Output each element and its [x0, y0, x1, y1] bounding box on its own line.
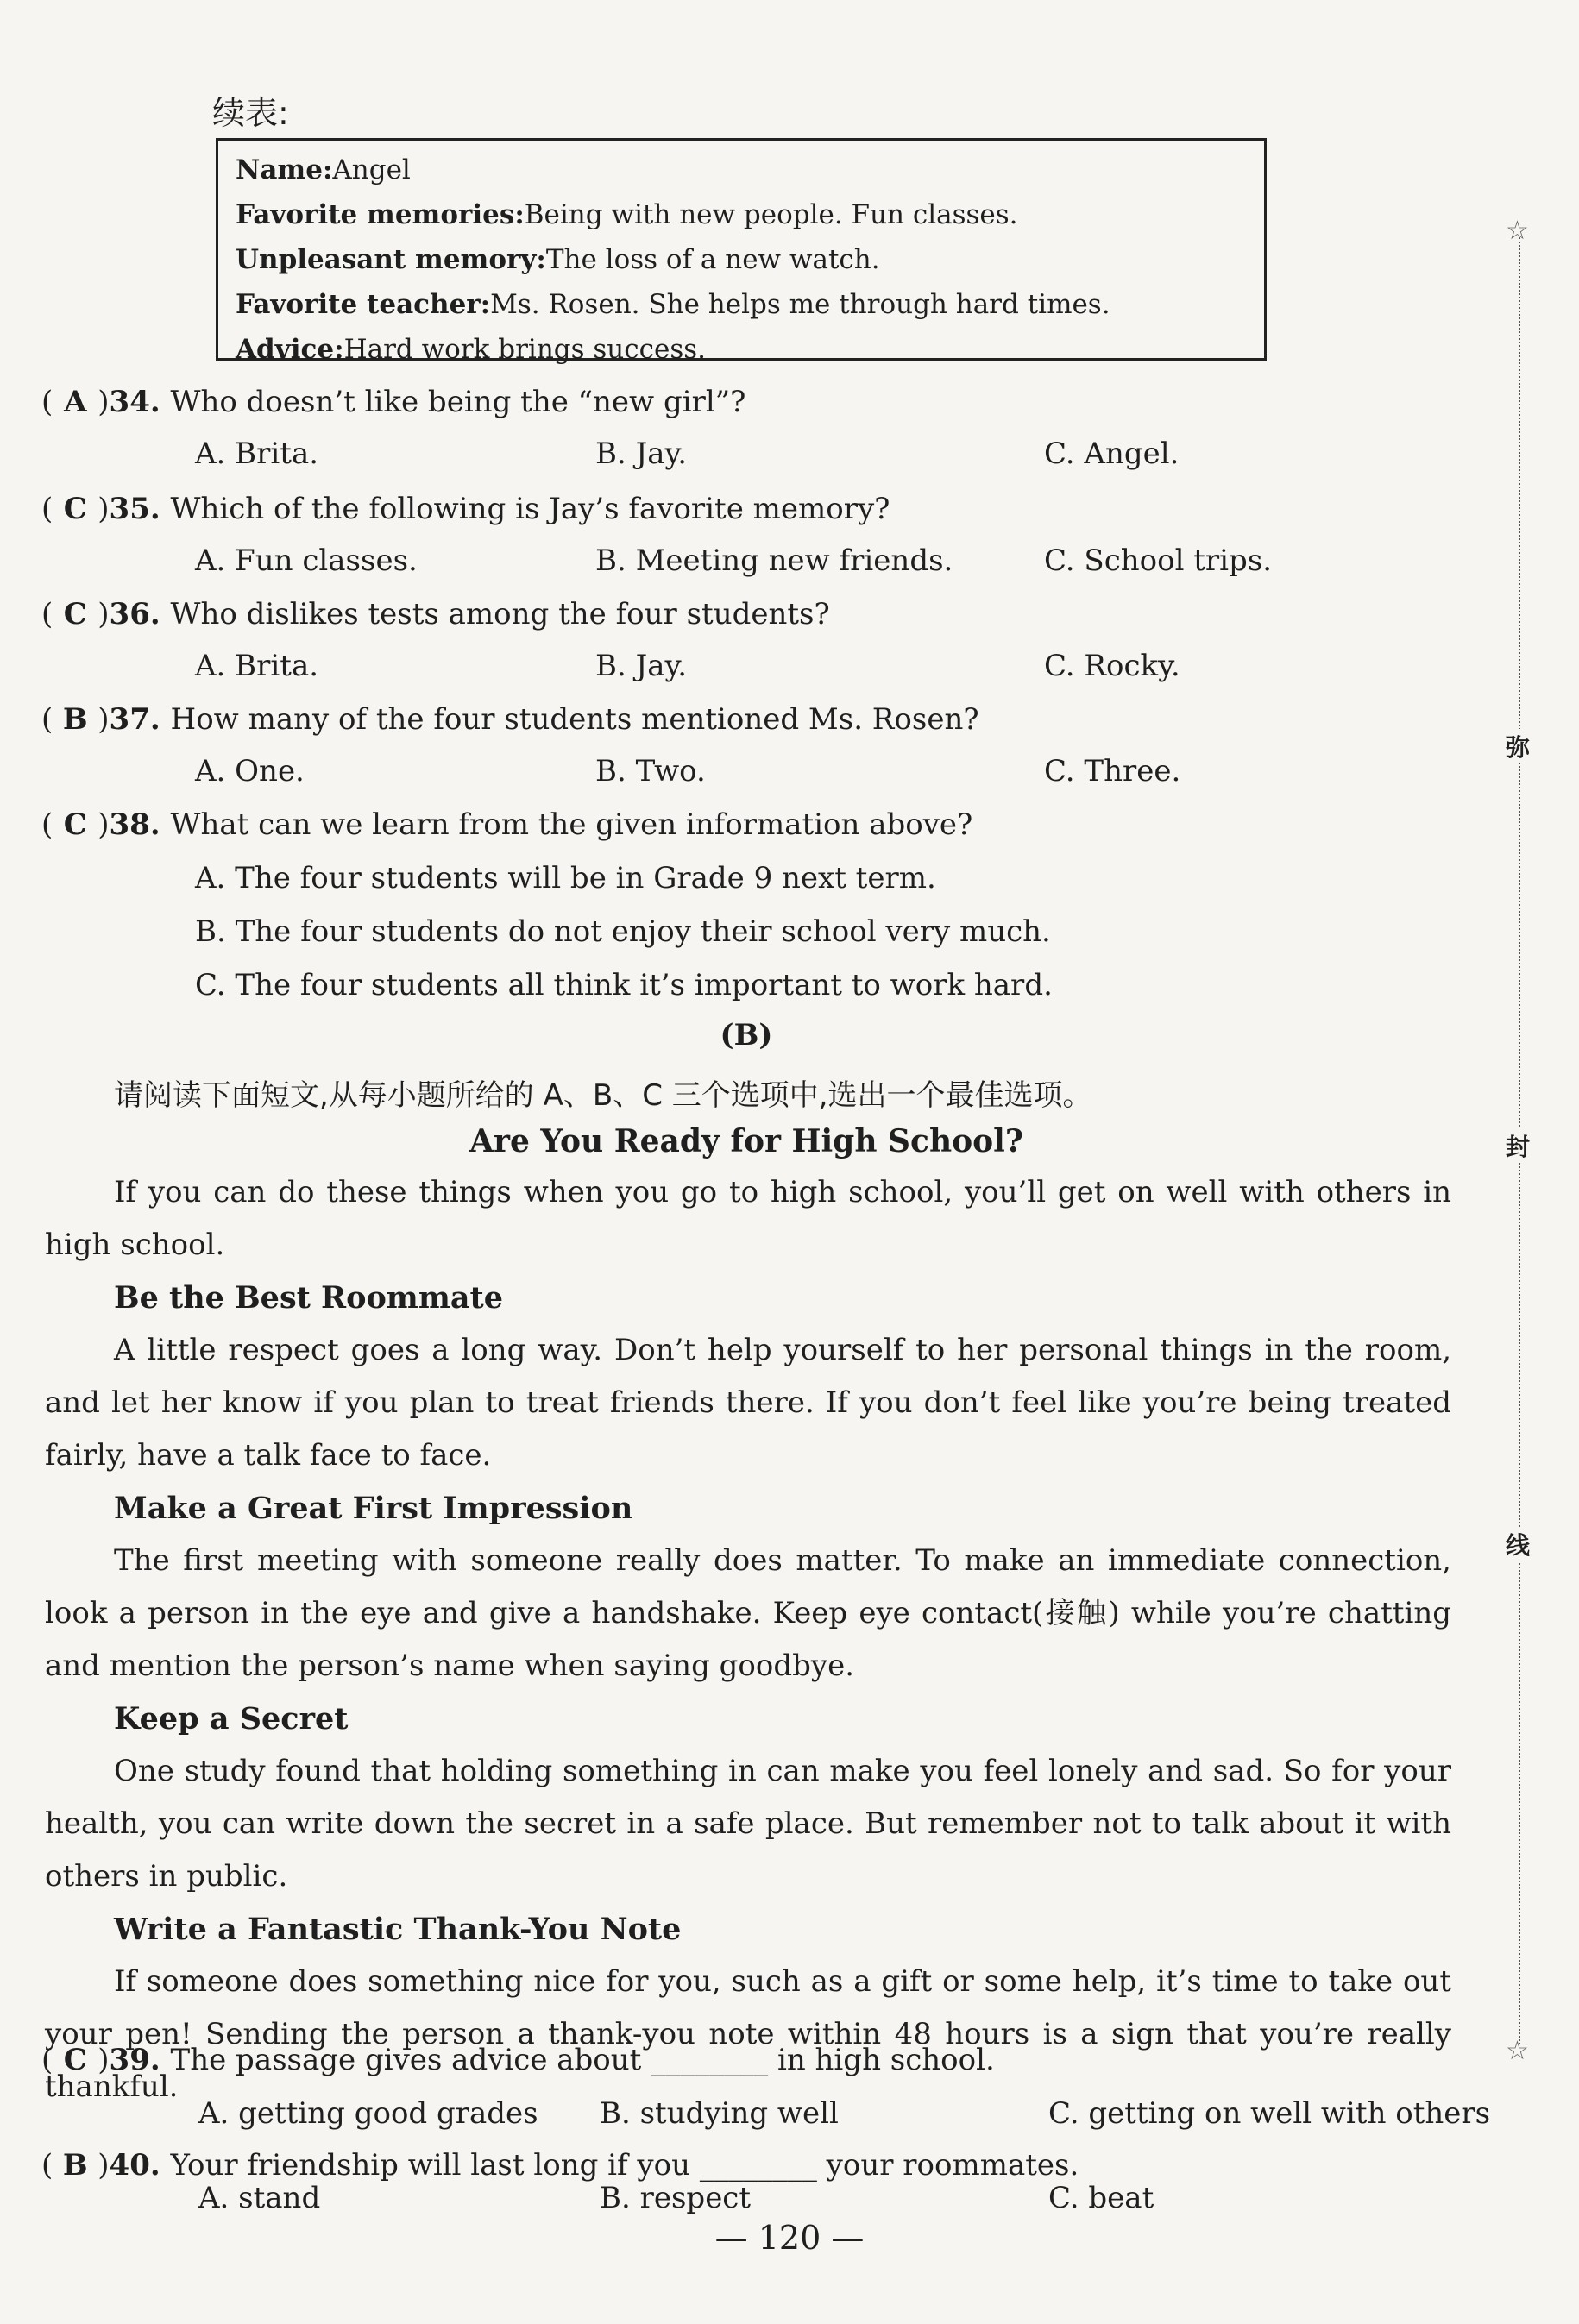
heading-first-impression: Make a Great First Impression	[114, 1491, 633, 1526]
continued-label: 续表:	[212, 94, 289, 132]
question-37: ( B )37. How many of the four students mentioned Ms. Rosen?	[41, 702, 979, 737]
option-37-b: B. Two.	[595, 754, 706, 788]
question-40: ( B )40. Your friendship will last long if you ________ your roommates.	[41, 2148, 1079, 2183]
answer-35: C	[63, 492, 87, 526]
heading-thank-you-note: Write a Fantastic Thank-You Note	[114, 1912, 682, 1947]
section-b-label: (B)	[720, 1018, 773, 1052]
passage-title: Are You Ready for High School?	[469, 1123, 1023, 1159]
paragraph-keep-secret: One study found that holding something in can make you feel lonely and sad. So for your health, you can write down the secret in a safe place. But remember not to talk about it with others in public.	[45, 1754, 1451, 1894]
option-40-b: B. respect	[600, 2181, 752, 2215]
answer-36: C	[63, 597, 87, 631]
option-40-c: C. beat	[1048, 2181, 1154, 2215]
paragraph-thank-you-note: If someone does something nice for you, such as a gift or some help, it’s time to take out your pen! Sending the person a thank-you note within 48 hours is a sign that you’re really thankful.	[45, 1964, 1451, 2104]
option-36-b: B. Jay.	[595, 649, 688, 683]
option-35-c: C. School trips.	[1044, 543, 1273, 578]
heading-best-roommate: Be the Best Roommate	[114, 1280, 503, 1316]
option-34-b: B. Jay.	[595, 437, 688, 471]
option-36-c: C. Rocky.	[1044, 649, 1180, 683]
answer-40: B	[62, 2148, 88, 2183]
question-34: ( A )34. Who doesn’t like being the “new girl”?	[41, 385, 746, 419]
blank-39: ________	[651, 2043, 769, 2077]
section-b-instruction: 请阅读下面短文,从每小题所给的 A、B、C 三个选项中,选出一个最佳选项。	[114, 1078, 1092, 1113]
option-34-c: C. Angel.	[1044, 437, 1180, 471]
card-row-favorite-teacher: Favorite teacher:Ms. Rosen. She helps me through hard times.	[236, 289, 1110, 320]
star-bottom-icon: ☆	[1506, 2036, 1529, 2066]
answer-37: B	[62, 702, 88, 737]
blank-40: ________	[699, 2148, 817, 2183]
option-39-a: A. getting good grades	[198, 2096, 538, 2131]
question-36: ( C )36. Who dislikes tests among the four students?	[41, 597, 830, 631]
passage-intro: If you can do these things when you go to high school, you’ll get on well with others in high school.	[45, 1175, 1451, 1262]
passage-body	[45, 1166, 1451, 2114]
page-number: — 120 —	[714, 2219, 865, 2257]
binding-mark-xian: 线	[1506, 1527, 1530, 1561]
option-38-b: B. The four students do not enjoy their school very much.	[195, 914, 1051, 949]
heading-keep-secret: Keep a Secret	[114, 1701, 349, 1737]
star-top-icon: ☆	[1506, 216, 1529, 246]
option-37-c: C. Three.	[1044, 754, 1181, 788]
card-row-advice: Advice:Hard work brings success.	[236, 334, 707, 365]
option-39-b: B. studying well	[600, 2096, 839, 2131]
question-35: ( C )35. Which of the following is Jay’s favorite memory?	[41, 492, 890, 526]
option-37-a: A. One.	[195, 754, 305, 788]
paragraph-first-impression: The first meeting with someone really does matter. To make an immediate connection, look a person in the eye and give a handshake. Keep eye contact(接触) while you’re chatting and mention the person’s name when saying goodbye.	[45, 1543, 1451, 1683]
option-36-a: A. Brita.	[195, 649, 319, 683]
answer-39: C	[63, 2043, 87, 2077]
card-row-unpleasant-memory: Unpleasant memory:The loss of a new watch.	[236, 244, 880, 275]
option-35-a: A. Fun classes.	[195, 543, 418, 578]
option-38-c: C. The four students all think it’s important to work hard.	[195, 968, 1053, 1002]
card-row-favorite-memories: Favorite memories:Being with new people. Fun classes.	[236, 199, 1018, 230]
binding-mark-feng: 封	[1506, 1128, 1530, 1163]
option-38-a: A. The four students will be in Grade 9 next term.	[195, 861, 936, 895]
answer-38: C	[63, 807, 87, 842]
answer-34: A	[64, 385, 87, 419]
paragraph-best-roommate: A little respect goes a long way. Don’t help yourself to her personal things in the room, and let her know if you plan to treat friends there. If you don’t feel like you’re being treated fairly, have a talk face to face.	[45, 1333, 1451, 1473]
option-34-a: A. Brita.	[195, 437, 319, 471]
binding-mark-mi: 弥	[1506, 729, 1530, 763]
option-40-a: A. stand	[198, 2181, 321, 2215]
option-39-c: C. getting on well with others	[1048, 2096, 1491, 2131]
student-card-angel	[216, 138, 1267, 365]
card-row-name: Name:Angel	[236, 154, 411, 185]
question-38: ( C )38. What can we learn from the given information above?	[41, 807, 973, 842]
question-39: ( C )39. The passage gives advice about ________ in high school.	[41, 2043, 995, 2077]
option-35-b: B. Meeting new friends.	[595, 543, 953, 578]
